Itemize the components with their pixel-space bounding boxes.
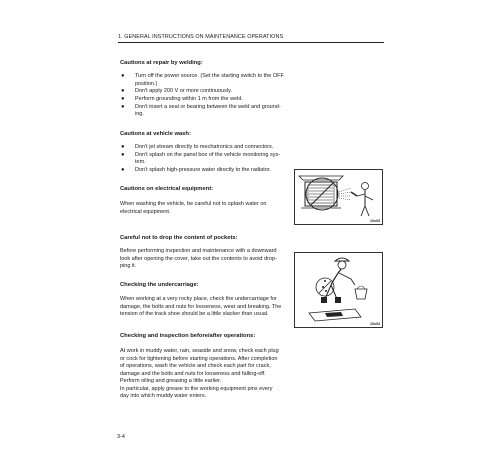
heading-undercarriage: Checking the undercarriage: — [120, 282, 199, 288]
paragraph-electrical: When washing the vehicle, be careful not to splash water on electrical equipment. — [120, 201, 267, 215]
heading-repair-welding: Cautions at repair by welding: — [120, 60, 203, 66]
figure-code: 10s03 — [370, 219, 380, 223]
heading-electrical: Cautions on electrical equipment: — [120, 186, 214, 192]
figure-code: 10s04 — [370, 322, 380, 326]
paragraph-before-after: At work in muddy water, rain, seaside and snow, check each plug or cock for tightening before starting operations. After completion of operations, wash the vehicle and check each part for crack, damage and the bolts and nuts for looseness and falling-off. Perform oiling and greasing a little earlier. In particular, apply grease to the working equipment pins every day into which muddy water enters. — [120, 348, 279, 399]
washing-illustration — [295, 170, 384, 226]
list-item: ● Don't splash on the panel box of the vehicle monitoring sys- tem. — [121, 151, 281, 166]
list-repair-welding — [120, 73, 284, 119]
page-header: 1. GENERAL INSTRUCTIONS ON MAINTENANCE OPERATIONS — [118, 34, 384, 43]
figure-pockets — [294, 252, 383, 328]
list-vehicle-wash — [120, 144, 280, 175]
list-item: ● Perform grounding within 1 m from the weld. — [121, 95, 243, 102]
heading-vehicle-wash: Cautions at vehicle wash: — [120, 131, 191, 137]
list-item: ● Don't splash high-pressure water directly to the radiator. — [121, 166, 271, 173]
heading-before-after: Checking and inspection before/after operations: — [120, 333, 256, 339]
paragraph-undercarriage: When working at a very rocky place, check the undercarriage for damage, the bolts and nuts for looseness, wear and breaking. The tension of the track shoe should be a little slacker than usual. — [120, 296, 282, 317]
paragraph-pockets: Before performing inspection and maintenance with a downward look after opening the cover, take out the contents to avoid drop- ping it. — [120, 248, 277, 269]
list-item: ● Don't apply 200 V or more continuously. — [121, 88, 232, 95]
worker-illustration — [295, 253, 384, 329]
heading-pockets: Careful not to drop the content of pockets: — [120, 235, 238, 241]
list-item: ● Don't insert a seal or bearing between the weld and ground- ing. — [121, 103, 281, 118]
page-number: 3-4 — [117, 434, 125, 440]
list-item: ● Don't jet stream directly to mechatronics and connectors. — [121, 144, 274, 150]
list-item: ● Turn off the power source. (Set the starting switch to the OFF position.) — [121, 73, 284, 87]
figure-washing — [294, 169, 383, 225]
